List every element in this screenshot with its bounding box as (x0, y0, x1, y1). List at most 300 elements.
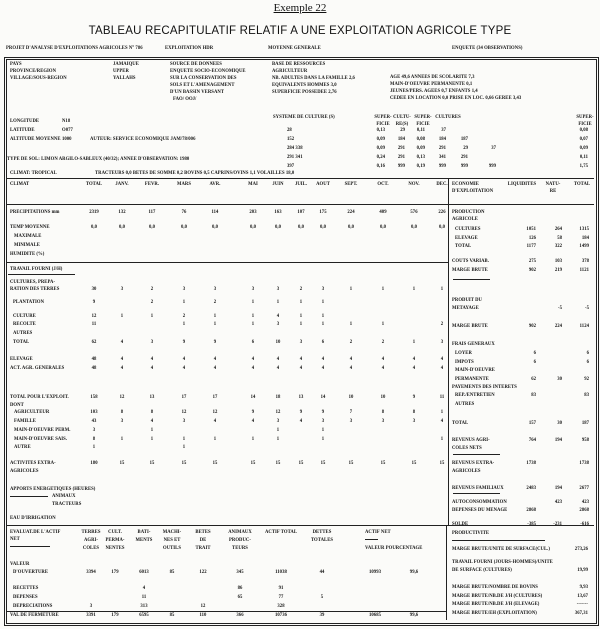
labor-cell: 9 (213, 340, 217, 345)
location-altitude-label: ALTITUDE MOYENNE (10, 137, 61, 142)
crop-system-header: SUPER- (576, 115, 594, 120)
total-cell: 1738 (579, 461, 589, 466)
total-cell: -616 (580, 522, 589, 527)
month-header: FEVR. (144, 182, 160, 187)
data-source-line: SOLS ET L'AMENAGEMENT (170, 83, 235, 88)
assets-cell: 6595 (139, 613, 149, 618)
climate-cell: 224 (347, 210, 355, 215)
labor-cell: 1 (182, 445, 186, 450)
climate-cell: 117 (148, 210, 156, 215)
crop-system-cell: 0,11 (579, 155, 588, 160)
assets-cell: 85 (169, 613, 175, 618)
productivity-value: 13,67 (577, 594, 588, 599)
labor-row-label: AGRICOLES (10, 469, 39, 474)
assets-cell: 91 (278, 586, 284, 591)
labor-cell: 1 (213, 314, 217, 319)
assets-cell: 99,6 (409, 570, 419, 575)
labor-cell: 9 (412, 395, 416, 400)
labor-cell: 15 (411, 461, 417, 466)
assets-cell: 44 (319, 570, 325, 575)
labor-row-label: AUTRE (14, 445, 31, 450)
economy-row-label: MARGE BRUTE (452, 324, 488, 329)
productivity-row-label: MARGE BRUTE/EH (EXPLOITATION) (452, 611, 537, 616)
labor-cell: 1 (412, 340, 416, 345)
economy-row-label: FRAIS GENERAUX (452, 342, 495, 347)
climate-cell: 576 (410, 210, 418, 215)
assets-cell: 4 (142, 586, 146, 591)
labor-cell: 4 (440, 419, 444, 424)
economy-row-label: MARGE BRUTE (452, 268, 488, 273)
total-cell: 1121 (579, 268, 589, 273)
labor-cell: 1 (150, 314, 154, 319)
crop-system-header: SUPER- (374, 115, 392, 120)
assets-cell: 11038 (275, 570, 287, 575)
labor-cell: 1 (299, 322, 303, 327)
climate-cell: 107 (297, 210, 305, 215)
labor-cell: 4 (349, 357, 353, 362)
economy-row-label: IMPOTS (455, 360, 474, 365)
assets-header: BATI- (137, 530, 151, 535)
total-cell: 6 (586, 360, 589, 365)
labor-cell: 15 (348, 461, 354, 466)
labor-cell: 6 (321, 340, 325, 345)
labor-cell: 15 (439, 461, 445, 466)
location-livestock: TRACTEURS 0,0 BETES DE SOMME 0,2 BOVINS 0,5 CAPRINS/OVINS 1,1 VOLAILLES 18,0 (95, 171, 295, 176)
total-cell: 423 (581, 500, 589, 505)
assets-header: COLES (82, 546, 100, 551)
divider-line (8, 274, 75, 275)
labor-cell: 4 (251, 419, 255, 424)
labor-cell: 11 (91, 322, 97, 327)
climate-row-label: MINIMALE (14, 243, 40, 248)
labor-row-label: TOTAL POUR L'EXPLOIT. (10, 395, 69, 400)
labor-cell: 1 (251, 322, 255, 327)
labor-cell: 8 (120, 410, 124, 415)
labor-cell: 1 (251, 314, 255, 319)
location-climate: CLIMAT: TROPICAL (10, 171, 57, 176)
labor-cell: 15 (320, 461, 326, 466)
liquidity-cell: 1738 (526, 461, 536, 466)
labor-cell: 1 (321, 300, 325, 305)
crop-system-cell: 184 (397, 137, 405, 142)
climate-row-label: MAXIMALE (14, 234, 42, 239)
labor-cell: 2 (440, 322, 444, 327)
labor-cell: 3 (251, 287, 255, 292)
value-percent-header: VALEUR POURCENTAGE (365, 546, 423, 551)
divider-line (6, 525, 594, 526)
data-source-line: SUR LA CONSERVATION DES (170, 76, 237, 81)
nature-cell: 322 (554, 244, 562, 249)
total-cell: 2868 (579, 508, 589, 513)
labor-cell: 4 (299, 357, 303, 362)
productivity-row-label: MARGE BRUTE/UNITE DE SURFACE(CUL.) (452, 547, 550, 552)
labor-cell: 13 (149, 395, 155, 400)
labor-cell: 3 (299, 340, 303, 345)
location-soil: TYPE DE SOL: LIMON ARGILO-SABLEUX (40/32); ANNEE D'OBSERVATION: 1980 (7, 157, 190, 162)
liquidity-cell: 1051 (526, 227, 536, 232)
labor-cell: 9 (299, 410, 303, 415)
assets-cell: 77 (278, 595, 284, 600)
liquidity-cell: 126 (528, 236, 536, 241)
labor-cell: 1 (299, 300, 303, 305)
labor-cell: 3 (92, 428, 96, 433)
month-header: TOTAL (85, 182, 103, 187)
assets-row-label: D'OUVERTURE (13, 570, 49, 575)
labor-cell: 2 (349, 340, 353, 345)
assets-cell: 345 (236, 570, 244, 575)
resources-line: EQUIVALENTS HOMMES 3,0 (272, 83, 337, 88)
assets-cell: 99,6 (409, 613, 419, 618)
total-cell: 378 (581, 259, 589, 264)
productivity-value: ------- (576, 602, 588, 607)
labor-cell: 3 (349, 419, 353, 424)
labor-cell: 2 (150, 287, 154, 292)
economy-row-label: AGRICOLE (452, 217, 478, 222)
labor-cell: 1 (150, 437, 154, 442)
labor-cell: 4 (251, 366, 255, 371)
assets-cell: 10993 (369, 570, 381, 575)
crop-system-cell: 0,09 (416, 146, 425, 151)
labor-cell: 4 (213, 366, 217, 371)
document-title: TABLEAU RECAPITULATIF RELATIF A UNE EXPLOITATION AGRICOLE TYPE (88, 25, 512, 37)
labor-row-label: MAIN-D'OEUVRE PERM. (14, 428, 71, 433)
total-cell: 83 (584, 393, 589, 398)
labor-row-label: RECOLTE (13, 322, 36, 327)
crop-system-header: CULTURES (435, 115, 461, 120)
labor-cell: 4 (150, 419, 154, 424)
labor-cell: 4 (182, 357, 186, 362)
climate-cell: 132 (118, 210, 126, 215)
productivity-title: PRODUCTIVITE (452, 531, 490, 536)
crop-system-cell: 0,13 (376, 128, 385, 133)
labor-cell: 15 (298, 461, 304, 466)
assets-cell: 86 (237, 586, 243, 591)
labor-cell: 1 (349, 287, 353, 292)
nature-header: RE (549, 189, 557, 194)
divider-line (10, 496, 48, 497)
labor-cell: 62 (91, 340, 97, 345)
total-cell: 958 (581, 438, 589, 443)
climate-cell: 2319 (89, 210, 99, 215)
crop-system-cell: 999 (488, 164, 496, 169)
assets-header: DE (199, 538, 207, 543)
month-header: NOV. (408, 182, 420, 187)
divider-line (6, 178, 594, 179)
labor-cell: 3 (182, 287, 186, 292)
labor-cell: 1 (321, 437, 325, 442)
location-longitude: N18 (62, 119, 71, 124)
data-source-line: FAO/ OOJ/ (173, 97, 197, 102)
labor-cell: 18 (275, 395, 281, 400)
climate-cell: 0,0 (211, 225, 219, 230)
labor-cell: 12 (119, 395, 125, 400)
crop-system-cell: 0,08 (416, 137, 425, 142)
labor-cell: 7 (349, 410, 353, 415)
labor-cell: 2 (150, 300, 154, 305)
location-altitude: 1000 (62, 137, 72, 142)
crop-system-code: 152 (287, 137, 295, 142)
assets-header: BETES (195, 530, 211, 535)
project-number: PROJET D'ANALYSE D'EXPLOITATIONS AGRICOLES N° 786 (6, 46, 143, 51)
economy-row-label: CULTURES (455, 227, 481, 232)
productivity-row-label: MARGE BRUTE/NOMBRE DE BOVINS (452, 585, 538, 590)
labor-cell: 3 (120, 419, 124, 424)
labor-cell: 3 (150, 340, 154, 345)
assets-header: TERRES (81, 530, 101, 535)
assets-header: ACTIF TOTAL (264, 530, 298, 535)
identity-label: VILLAGE/SOUS-REGION (10, 76, 67, 81)
total-cell: 1499 (579, 244, 589, 249)
assets-header: NET (10, 537, 20, 542)
climate-cell: 226 (438, 210, 446, 215)
labor-cell: 43 (91, 419, 97, 424)
energy-title: APPORTS ENERGETIQUES (HEURES) (10, 487, 96, 492)
nature-cell: 30 (557, 377, 562, 382)
productivity-value: 273,26 (574, 547, 588, 552)
liquidity-cell: 157 (528, 421, 536, 426)
crop-system-code: 284 338 (287, 146, 303, 151)
labor-cell: 4 (213, 357, 217, 362)
climate-cell: 0,0 (410, 225, 418, 230)
divider-line (453, 493, 500, 494)
nature-cell: 194 (554, 486, 562, 491)
example-heading: Exemple 22 (273, 2, 327, 14)
crop-system-cell: 29 (400, 128, 405, 133)
labor-row-label: DONT (10, 403, 24, 408)
economy-row-label: COUTS VARIAB. (452, 259, 489, 264)
liquidity-cell: 6 (533, 360, 536, 365)
nature-cell: 30 (557, 421, 562, 426)
labor-cell: 4 (150, 366, 154, 371)
labor-cell: 13 (298, 395, 304, 400)
labor-cell: 4 (276, 357, 280, 362)
assets-header: TRAIT (195, 546, 211, 551)
productivity-row-label: MARGE BRUTE/NB.DE J/H (CULTURES) (452, 594, 543, 599)
column-divider (448, 178, 449, 525)
labor-cell: 1 (412, 287, 416, 292)
labor-row-label: RATION DES TERRES (10, 287, 60, 292)
labor-cell: 4 (299, 419, 303, 424)
crop-system-cell: 1,75 (579, 164, 588, 169)
crop-system-code: 291 341 (287, 155, 303, 160)
resources-line: SUPERFICIE POSSEDEE 2,76 (272, 90, 337, 95)
productivity-row-label: DE SURFACE (CULTURES) (452, 568, 512, 573)
crop-system-cell: 0,16 (376, 164, 385, 169)
assets-header: CULT. (108, 530, 122, 535)
assets-cell: 10736 (275, 613, 287, 618)
economy-row-label: AUTRES (455, 402, 475, 407)
nature-cell: 423 (554, 500, 562, 505)
assets-header: ANIMAUX (228, 530, 252, 535)
labor-cell: 3 (440, 340, 444, 345)
total-cell: 1315 (579, 227, 589, 232)
nature-header: NATU- (545, 182, 561, 187)
labor-title: TRAVAIL FOURNI (J/H) (10, 267, 63, 272)
nature-cell: -231 (553, 522, 562, 527)
labor-cell: 10 (348, 395, 354, 400)
nature-cell: 194 (554, 438, 562, 443)
labor-cell: 1 (182, 322, 186, 327)
liquidity-cell: 1177 (526, 244, 536, 249)
labor-cell: 3 (276, 322, 280, 327)
economy-row-label: AGRICOLES (452, 469, 481, 474)
crop-system-header: SUPER- (414, 115, 432, 120)
liquidity-header: LIQUIDITES (507, 182, 537, 187)
labor-cell: 4 (412, 357, 416, 362)
crop-system-cell: 291 (397, 146, 405, 151)
labor-cell: 30 (91, 287, 97, 292)
labor-cell: 10 (380, 395, 386, 400)
climate-cell: 0,0 (297, 225, 305, 230)
labor-cell: 180 (90, 461, 98, 466)
labor-row-label: ACT. AGR. GENERALES (10, 366, 65, 371)
assets-header: AGRI- (83, 538, 99, 543)
labor-cell: 1 (150, 428, 154, 433)
assets-row-label: VAL DE FERMETURE (10, 613, 59, 618)
assets-header: TOTALES (310, 538, 334, 543)
climate-cell: 175 (319, 210, 327, 215)
labor-row-label: TOTAL (13, 340, 30, 345)
climate-cell: 0,0 (274, 225, 282, 230)
labor-cell: 1 (440, 410, 444, 415)
crop-system-cell: 341 (438, 155, 446, 160)
labor-cell: 1 (321, 428, 325, 433)
labor-cell: 1 (92, 445, 96, 450)
economy-row-label: REVENUS FAMILIAUX (452, 486, 504, 491)
assets-header: DETTES (312, 530, 332, 535)
month-header: SEPT. (344, 182, 358, 187)
labor-cell: 1 (381, 322, 385, 327)
economy-row-label: LOYER (455, 351, 472, 356)
labor-cell: 1 (120, 314, 124, 319)
labor-cell: 4 (276, 366, 280, 371)
liquidity-cell: 902 (528, 324, 536, 329)
labor-cell: 4 (440, 366, 444, 371)
assets-row-label: DEPRECIATIONS (13, 604, 53, 609)
assets-cell: 12 (200, 604, 206, 609)
liquidity-cell: 902 (528, 268, 536, 273)
assets-row-label: DEPENSES (13, 595, 38, 600)
crop-system-cell: 187 (460, 137, 468, 142)
labor-cell: 2 (182, 314, 186, 319)
labor-cell: 48 (91, 357, 97, 362)
liquidity-cell: 83 (531, 393, 536, 398)
labor-cell: 12 (212, 410, 218, 415)
total-cell: 6 (586, 351, 589, 356)
total-cell: 184 (581, 236, 589, 241)
crop-system-cell: 0,09 (376, 137, 385, 142)
economy-row-label: AUTOCONSOMMATION (452, 500, 507, 505)
labor-cell: 15 (380, 461, 386, 466)
economy-row-label: PERMANENTE (455, 377, 489, 382)
labor-cell: 3 (321, 419, 325, 424)
total-header: TOTAL (573, 182, 591, 187)
economy-row-label: TOTAL (452, 421, 469, 426)
divider-line (453, 279, 490, 280)
month-header: JUIN (272, 182, 284, 187)
productivity-row-label: MARGE BRUTE/NB.DE J/H (ELEVAGE) (452, 602, 540, 607)
labor-cell: 9 (321, 410, 325, 415)
climate-cell: 0,0 (90, 225, 98, 230)
crop-system-cell: 0,08 (579, 128, 588, 133)
labor-cell: 3 (412, 419, 416, 424)
crop-system-cell: 0,24 (376, 155, 385, 160)
assets-header: NENTES (105, 546, 125, 551)
assets-cell: 85 (169, 570, 175, 575)
average-label: MOYENNE GENERALE (268, 46, 321, 51)
climate-cell: 0,0 (347, 225, 355, 230)
month-header: AVR. (209, 182, 221, 187)
resources-line: NB. ADULTES DANS LA FAMILLE 2,6 (272, 76, 355, 81)
crop-system-cell: 999 (438, 164, 446, 169)
labor-cell: 1 (299, 314, 303, 319)
crop-system-header: FICIE (376, 122, 390, 127)
climate-row-label: HUMIDITE (%) (10, 252, 45, 257)
labor-cell: 158 (90, 395, 98, 400)
month-header: JANV. (115, 182, 129, 187)
irrigation-label: EAU D'IRRIGATION (10, 516, 56, 521)
labor-cell: 4 (321, 366, 325, 371)
identity-value: YALLAHS (113, 76, 136, 81)
assets-cell: 10685 (369, 613, 381, 618)
total-cell: 2677 (579, 486, 589, 491)
assets-cell: 110 (199, 613, 207, 618)
month-header: DEC. (436, 182, 448, 187)
assets-cell: 366 (236, 613, 244, 618)
labor-cell: 17 (181, 395, 187, 400)
assets-cell: 3394 (86, 570, 96, 575)
assets-header: MACHI- (162, 530, 182, 535)
assets-header: PERMA- (105, 538, 125, 543)
assets-cell: 313 (140, 604, 148, 609)
labor-cell: 1 (276, 300, 280, 305)
labor-cell: 1 (182, 300, 186, 305)
labor-cell: 1 (120, 437, 124, 442)
climate-cell: 76 (181, 210, 187, 215)
labor-cell: 17 (212, 395, 218, 400)
labor-cell: 1 (440, 287, 444, 292)
labor-cell: 103 (90, 410, 98, 415)
identity-value: JAMAIQUE (113, 62, 139, 67)
economy-row-label: TOTAL (455, 244, 472, 249)
labor-cell: 4 (440, 357, 444, 362)
total-cell: 187 (581, 421, 589, 426)
total-cell: -5 (584, 306, 589, 311)
crop-system-cell: 37 (441, 128, 446, 133)
economy-header: ECONOMIE (452, 182, 479, 187)
energy-animals: ANIMAUX (52, 494, 76, 499)
labor-cell: 48 (91, 366, 97, 371)
labor-cell: 8 (150, 410, 154, 415)
labor-cell: 2 (381, 340, 385, 345)
climate-cell: 203 (249, 210, 257, 215)
economy-header: D'EXPLOITATION (452, 189, 494, 194)
crop-system-header: RE(S) (395, 122, 409, 127)
crop-system-cell: 0,13 (416, 155, 425, 160)
net-assets-header: ACTIF NET (365, 530, 391, 535)
location-longitude-label: LONGITUDE (10, 119, 40, 124)
divider-line (452, 540, 545, 541)
labor-cell: 1 (440, 437, 444, 442)
farmer-line: JEUNES/PERS. AGEES 0,7 ENFANTS 1,4 (390, 89, 478, 94)
survey-label: ENQUETE (34 OBSERVATIONS) (452, 46, 523, 51)
labor-cell: 12 (91, 314, 97, 319)
climate-row-label: TEMP MOYENNE (10, 225, 50, 230)
labor-cell: 1 (321, 322, 325, 327)
crop-system-header: CULTU- (393, 115, 411, 120)
economy-row-label: REVENUS AGRI- (452, 438, 490, 443)
nature-cell: -5 (557, 306, 562, 311)
